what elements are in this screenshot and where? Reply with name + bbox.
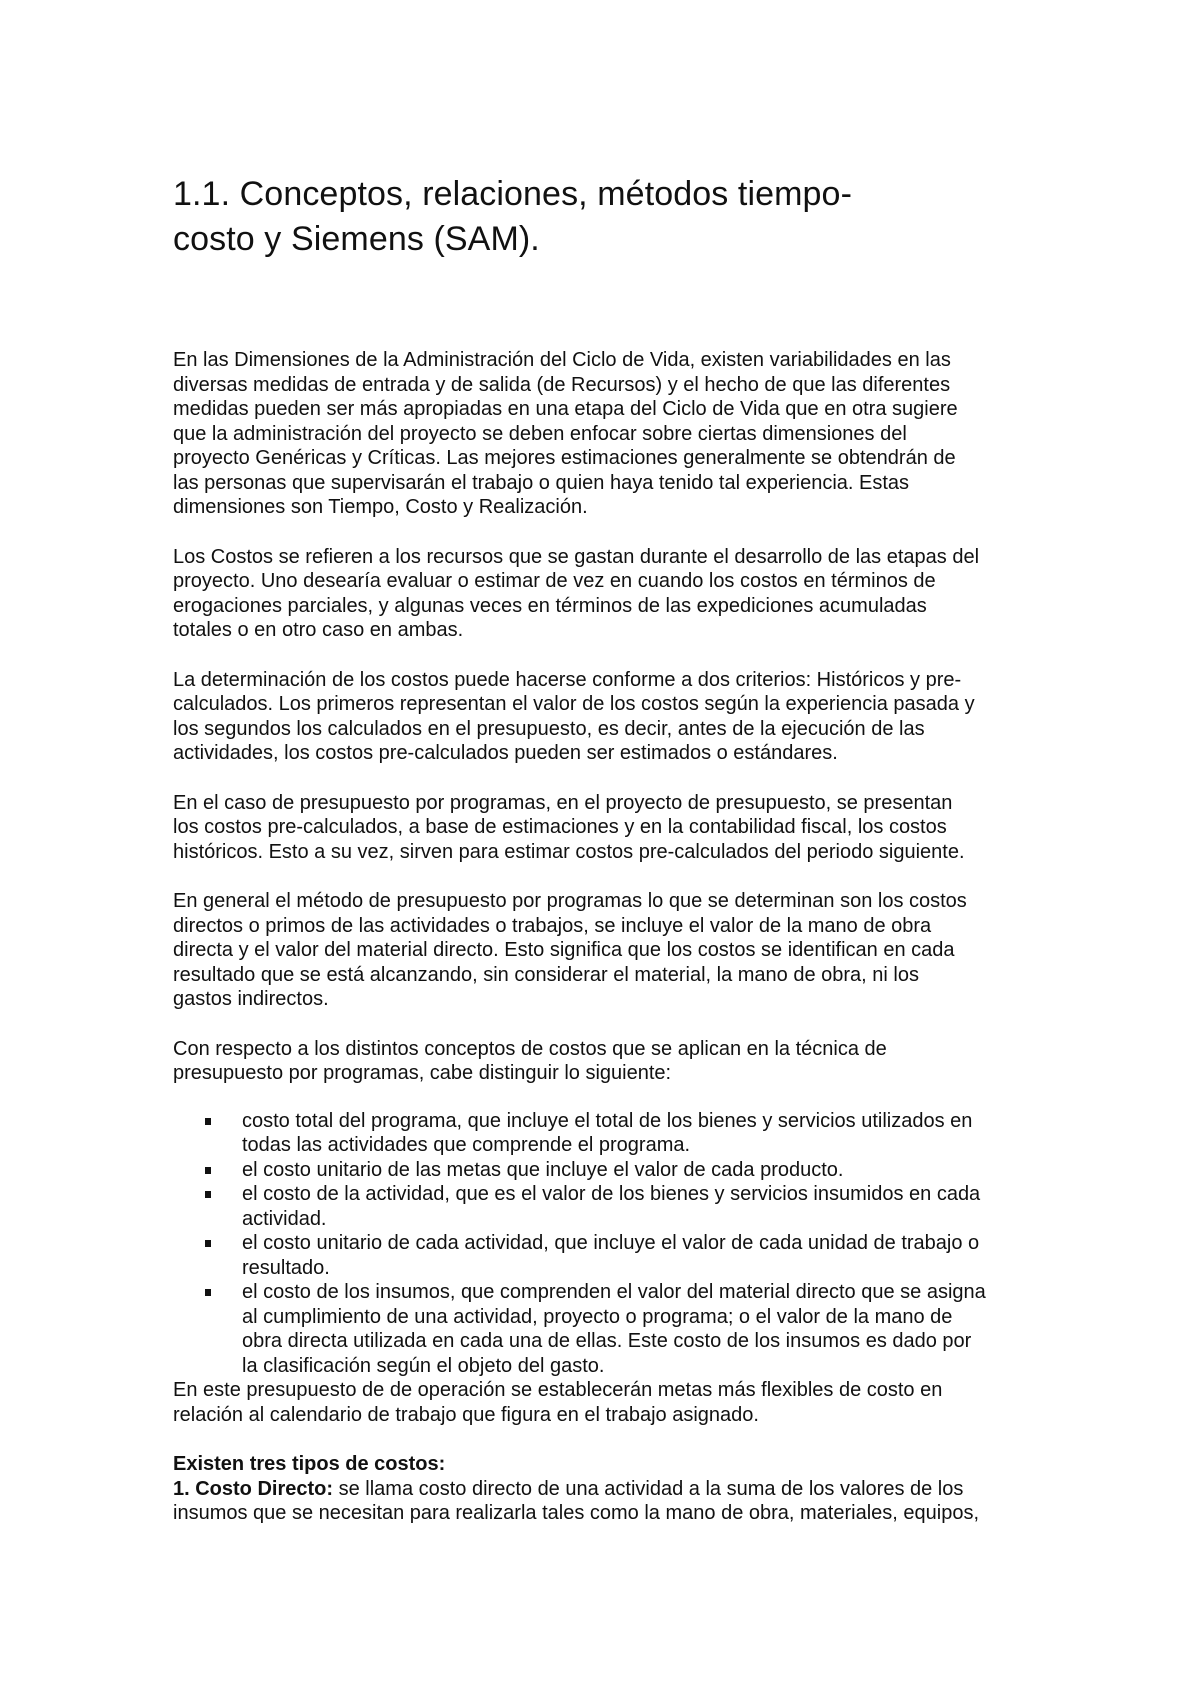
paragraph-conceptos (173, 1037, 1043, 1086)
text-line: actividad. (242, 1207, 327, 1230)
square-bullet-icon (205, 1240, 211, 1247)
heading-line: costo y Siemens (SAM). (173, 220, 540, 258)
text-line: presupuesto por programas, cabe distinguir lo siguiente: (173, 1062, 672, 1084)
paragraph-metodo (173, 889, 1043, 1012)
text-line: Los Costos se refieren a los recursos que se gastan durante el desarrollo de las etapas del (173, 545, 980, 568)
text-line: diversas medidas de entrada y de salida (de Recursos) y el hecho de que las diferentes (173, 373, 951, 396)
list-item (173, 1280, 1043, 1378)
costo-directo-text: se llama costo directo de una actividad a la suma de los valores de los (333, 1477, 964, 1500)
text-line: En general el método de presupuesto por programas lo que se determinan son los costos (173, 890, 967, 912)
text-line: la clasificación según el objeto del gasto. (242, 1354, 605, 1377)
text-line: dimensiones son Tiempo, Costo y Realización. (173, 496, 588, 518)
square-bullet-icon (205, 1289, 211, 1296)
text-line: directa y el valor del material directo. Esto significa que los costos se identifican en cada (173, 939, 955, 961)
paragraph-dimensions (173, 348, 1043, 520)
section-heading (173, 172, 1043, 262)
paragraph-tipos-costos (173, 1452, 1043, 1526)
text-line: el costo unitario de cada actividad, que incluye el valor de cada unidad de trabajo o (242, 1232, 980, 1254)
text-line: todas las actividades que comprende el programa. (242, 1134, 691, 1156)
costo-directo-label: 1. Costo Directo: (173, 1477, 334, 1500)
list-item (173, 1109, 1043, 1158)
text-line: resultado que se está alcanzando, sin considerar el material, la mano de obra, ni los (173, 963, 919, 986)
text-line: gastos indirectos. (173, 988, 329, 1010)
text-line: En este presupuesto de de operación se establecerán metas más flexibles de costo en (173, 1379, 943, 1401)
text-line: medidas pueden ser más apropiadas en una etapa del Ciclo de Vida que en otra sugiere (173, 398, 958, 420)
text-line: totales o en otro caso en ambas. (173, 619, 464, 641)
document-page (173, 172, 1043, 1526)
text-line: Con respecto a los distintos conceptos de costos que se aplican en la técnica de (173, 1037, 887, 1060)
text-line: insumos que se necesitan para realizarla tales como la mano de obra, materiales, equipos, (173, 1502, 979, 1524)
list-item (173, 1158, 1043, 1183)
paragraph-costos (173, 545, 1043, 643)
types-heading: Existen tres tipos de costos: (173, 1453, 446, 1475)
text-line: actividades, los costos pre-calculados pueden ser estimados o estándares. (173, 742, 838, 764)
text-line: erogaciones parciales, y algunas veces en términos de las expediciones acumuladas (173, 594, 927, 617)
list-item (173, 1231, 1043, 1280)
text-line: proyecto Genéricas y Críticas. Las mejores estimaciones generalmente se obtendrán de (173, 447, 956, 469)
paragraph-presupuesto (173, 791, 1043, 865)
heading-line: 1.1. Conceptos, relaciones, métodos tiempo- (173, 175, 852, 213)
text-line: el costo de los insumos, que comprenden el valor del material directo que se asigna (242, 1281, 986, 1303)
text-line: relación al calendario de trabajo que figura en el trabajo asignado. (173, 1403, 759, 1426)
text-line: históricos. Esto a su vez, sirven para estimar costos pre-calculados del periodo siguiente. (173, 840, 965, 863)
text-line: que la administración del proyecto se deben enfocar sobre ciertas dimensiones del (173, 422, 907, 445)
text-line: el costo unitario de las metas que incluye el valor de cada producto. (242, 1158, 844, 1181)
text-line: costo total del programa, que incluye el total de los bienes y servicios utilizados en (242, 1109, 973, 1132)
text-line: resultado. (242, 1256, 330, 1279)
text-line: al cumplimiento de una actividad, proyecto o programa; o el valor de la mano de (242, 1305, 953, 1328)
text-line: directos o primos de las actividades o trabajos, se incluye el valor de la mano de obra (173, 914, 932, 937)
text-line: los costos pre-calculados, a base de estimaciones y en la contabilidad fiscal, los costos (173, 816, 947, 838)
text-line: obra directa utilizada en cada una de ellas. Este costo de los insumos es dado por (242, 1330, 972, 1352)
text-line: las personas que supervisarán el trabajo o quien haya tenido tal experiencia. Estas (173, 471, 910, 494)
text-line (173, 1477, 1043, 1502)
text-line: En el caso de presupuesto por programas, en el proyecto de presupuesto, se presentan (173, 791, 953, 814)
document-body (173, 348, 1043, 1526)
square-bullet-icon (205, 1118, 211, 1125)
square-bullet-icon (205, 1191, 211, 1198)
text-line: el costo de la actividad, que es el valor de los bienes y servicios insumidos en cada (242, 1183, 981, 1205)
text-line: los segundos los calculados en el presupuesto, es decir, antes de la ejecución de las (173, 717, 925, 740)
text-line: La determinación de los costos puede hacerse conforme a dos criterios: Históricos y pre- (173, 668, 962, 691)
text-line: proyecto. Uno desearía evaluar o estimar de vez en cuando los costos en términos de (173, 570, 936, 592)
cost-concepts-list (173, 1109, 1043, 1379)
paragraph-operacion (173, 1378, 1043, 1427)
list-item (173, 1182, 1043, 1231)
square-bullet-icon (205, 1167, 211, 1174)
text-line: En las Dimensiones de la Administración del Ciclo de Vida, existen variabilidades en las (173, 349, 951, 371)
text-line: calculados. Los primeros representan el valor de los costos según la experiencia pasada y (173, 693, 975, 715)
paragraph-determinacion (173, 668, 1043, 766)
